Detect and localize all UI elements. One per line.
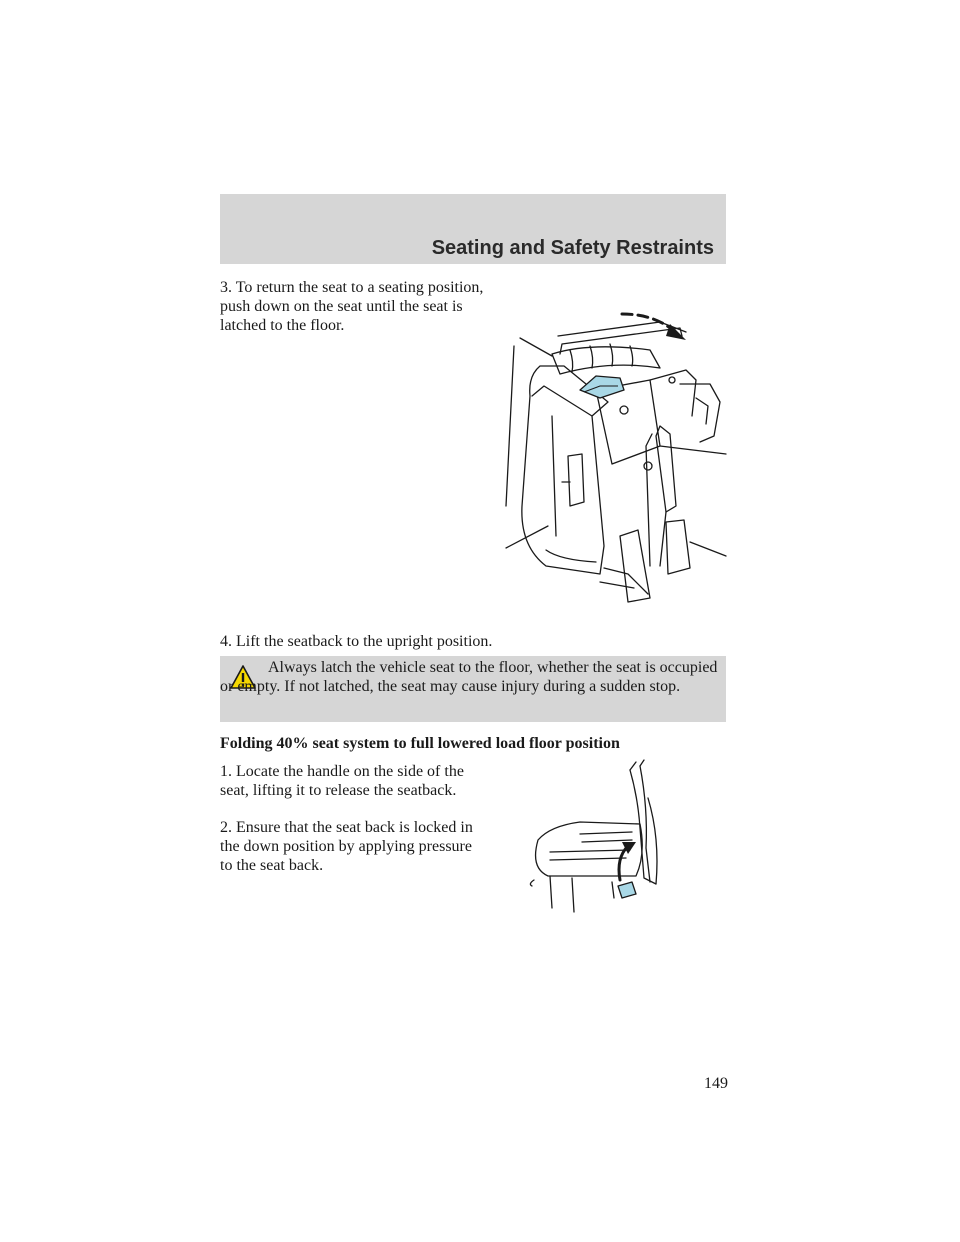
warning-text: Always latch the vehicle seat to the floor, whether the seat is occupied or empty. If not latched, the seat may cause injury during a sudden stop. bbox=[220, 659, 718, 695]
warning-box bbox=[220, 656, 726, 722]
seat-fold-illustration bbox=[520, 758, 680, 914]
folding-step-1-text: 1. Locate the handle on the side of the seat, lifting it to release the seatback. bbox=[220, 763, 464, 799]
section-title: Seating and Safety Restraints bbox=[431, 237, 714, 259]
folding-section-heading: Folding 40% seat system to full lowered load floor position bbox=[220, 735, 620, 752]
page-number: 149 bbox=[704, 1075, 728, 1092]
step-4-text: 4. Lift the seatback to the upright position. bbox=[220, 633, 493, 650]
seat-latch-illustration bbox=[500, 306, 730, 612]
step-3-text: 3. To return the seat to a seating position, push down on the seat until the seat is latched to the floor. bbox=[220, 279, 484, 334]
section-header bbox=[220, 194, 726, 264]
folding-step-2-text: 2. Ensure that the seat back is locked in the down position by applying pressure to the seat back. bbox=[220, 819, 473, 874]
